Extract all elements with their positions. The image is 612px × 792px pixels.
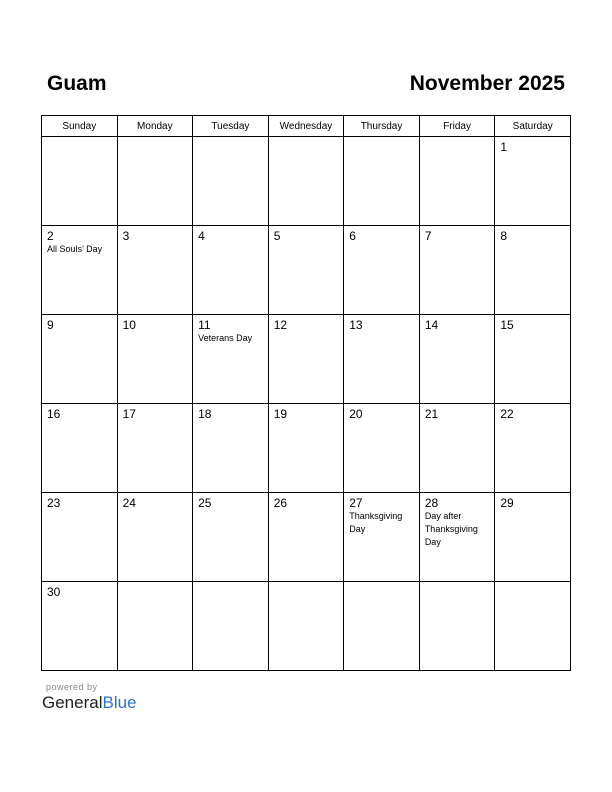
day-cell [117,493,193,582]
day-number: 2 [47,229,54,243]
holiday-label: Thanksgiving Day [349,511,403,534]
region-title: Guam [47,72,107,95]
day-cell [495,226,571,315]
day-number: 17 [122,407,136,421]
day-number: 1 [500,140,508,154]
day-cell [193,582,269,671]
weekday-header: Thursday [344,116,420,137]
day-cell [268,404,344,493]
day-cell [193,315,269,404]
day-cell [344,404,420,493]
day-cell [419,226,495,315]
day-cell [117,137,193,226]
day-number: 27 [349,496,363,510]
day-cell [42,493,118,582]
day-number: 18 [198,407,212,421]
brand-blue: Blue [102,693,137,712]
day-number: 30 [47,585,61,599]
day-number: 16 [47,407,61,421]
weekday-header: Friday [419,116,495,137]
day-cell [193,404,269,493]
day-cell [268,582,344,671]
holiday-label: Day after Thanksgiving Day [424,511,478,547]
day-number: 23 [47,496,61,510]
day-number: 14 [424,318,439,332]
week-row [42,226,571,315]
day-cell [193,226,269,315]
weekday-header: Sunday [42,116,118,137]
day-number: 22 [500,407,514,421]
day-cell [495,404,571,493]
day-cell [344,137,420,226]
day-cell [42,315,118,404]
week-row [42,137,571,226]
day-cell [495,582,571,671]
day-cell [419,404,495,493]
day-number: 7 [424,229,432,243]
day-number: 28 [424,496,439,510]
day-number: 3 [122,229,130,243]
day-number: 4 [198,229,205,243]
day-cell [495,315,571,404]
day-number: 13 [349,318,363,332]
month-year-title: November 2025 [409,72,565,95]
day-number: 9 [47,318,54,332]
generalblue-logo[interactable] [42,693,137,713]
day-cell [344,582,420,671]
day-cell [268,315,344,404]
day-cell [419,582,495,671]
day-cell [42,404,118,493]
day-number: 8 [500,229,508,243]
day-number: 21 [424,407,439,421]
weekday-header: Monday [117,116,193,137]
week-row [42,582,571,671]
day-number: 20 [349,407,363,421]
day-cell [419,315,495,404]
brand-general: General [42,693,103,712]
week-row [42,315,571,404]
holiday-label: All Souls’ Day [47,244,103,254]
week-row [42,404,571,493]
day-number: 29 [500,496,514,510]
day-cell [495,137,571,226]
day-cell [344,226,420,315]
day-number: 25 [198,496,212,510]
day-cell [268,226,344,315]
day-cell [42,137,118,226]
day-number: 24 [122,496,136,510]
weekday-header: Tuesday [193,116,269,137]
holiday-label: Veterans Day [198,333,253,343]
weekday-header-row [42,116,571,137]
day-cell [268,137,344,226]
day-number: 15 [500,318,514,332]
day-cell [117,404,193,493]
day-number: 10 [122,318,136,332]
day-number: 12 [273,318,288,332]
day-number: 19 [273,407,288,421]
day-number: 11 [198,318,211,332]
day-cell [42,582,118,671]
day-cell [419,137,495,226]
day-number: 26 [273,496,288,510]
weekday-header: Wednesday [268,116,344,137]
day-cell [344,315,420,404]
day-cell [193,137,269,226]
week-row [42,493,571,582]
day-number: 6 [349,229,356,243]
powered-by-label: powered by [46,682,98,692]
day-cell [117,226,193,315]
calendar-grid [41,115,571,671]
weekday-header: Saturday [495,116,571,137]
day-number: 5 [273,229,281,243]
day-cell [495,493,571,582]
day-cell [117,582,193,671]
day-cell [42,226,118,315]
day-cell [344,493,420,582]
day-cell [268,493,344,582]
day-cell [193,493,269,582]
day-cell [117,315,193,404]
day-cell [419,493,495,582]
